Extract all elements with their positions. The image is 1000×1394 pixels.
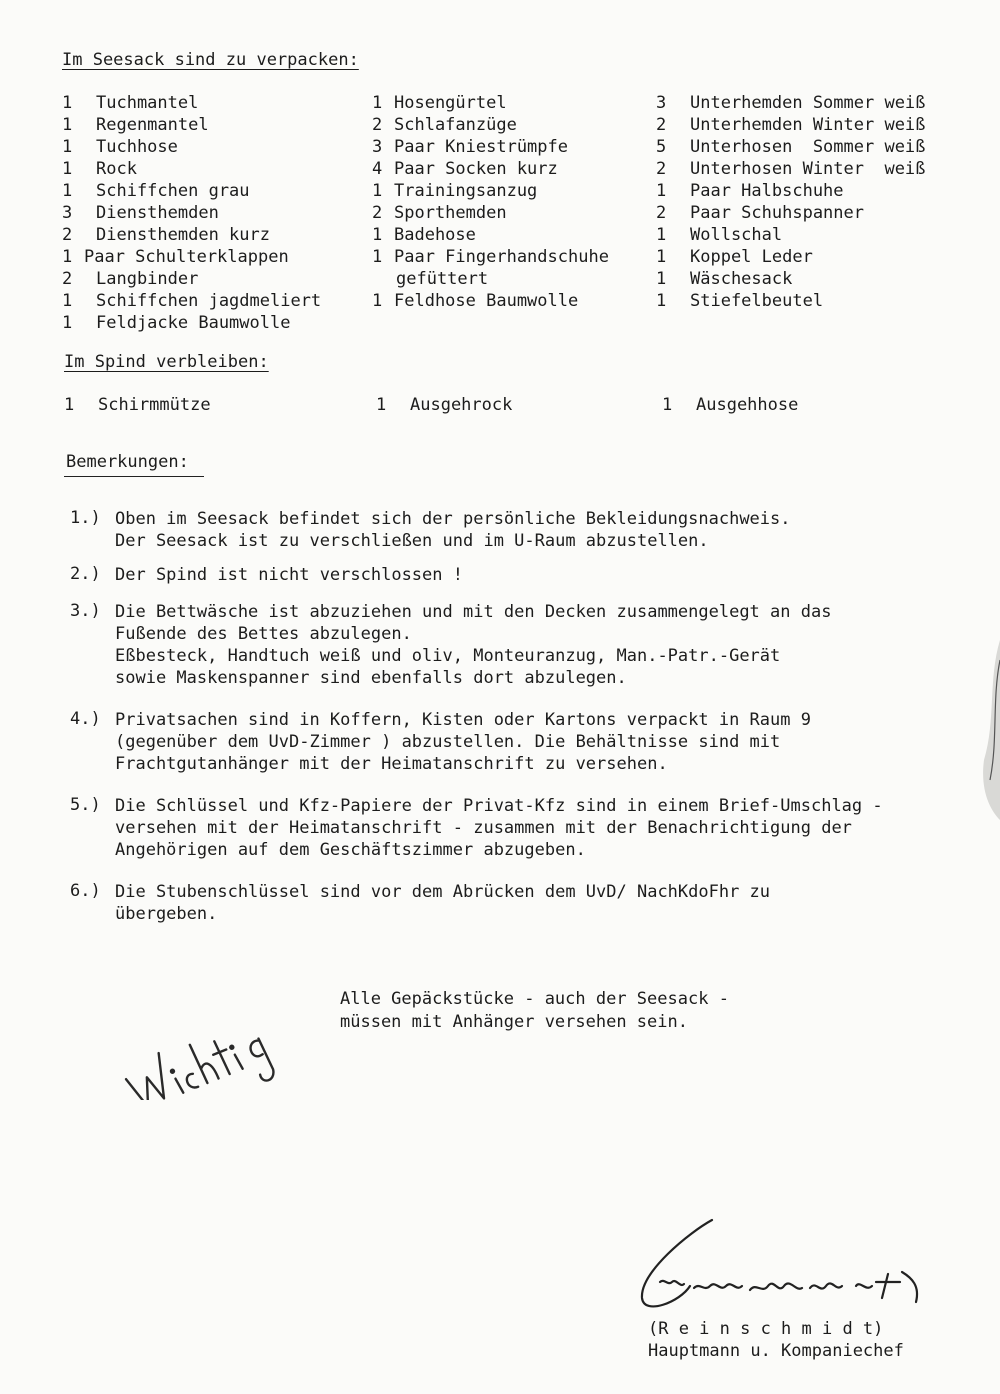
- list-item: 1 Feldjacke Baumwolle: [62, 313, 291, 333]
- list-item: 1 Badehose: [372, 225, 476, 245]
- list-item: 3 Unterhemden Sommer weiß: [656, 93, 926, 113]
- list-item: 2 Unterhemden Winter weiß: [656, 115, 926, 135]
- list-item: 5 Unterhosen Sommer weiß: [656, 137, 926, 157]
- remark-text: Die Schlüssel und Kfz-Papiere der Privat-Kfz sind in einem Brief-Umschlag - versehen mit der Heimatanschrift - zusammen mit der Benachrichtigung der Angehörigen auf dem Geschäftszimmer abzugeben.: [115, 796, 883, 860]
- remark-number: 3.): [70, 601, 101, 621]
- list-item: 1 Paar Halbschuhe: [656, 181, 844, 201]
- spind-item: 1 Schirmmütze: [64, 395, 211, 415]
- list-item: 1 Paar Fingerhandschuhe: [372, 247, 609, 267]
- signatory-title: Hauptmann u. Kompaniechef: [648, 1341, 904, 1361]
- scan-edge-shadow: [960, 640, 1000, 820]
- signature-block: [648, 1318, 904, 1362]
- spind-item: 1 Ausgehrock: [376, 395, 513, 415]
- handwritten-note-wichtig: [108, 1000, 278, 1100]
- list-item: 1 Schiffchen grau: [62, 181, 250, 201]
- signature-image: [620, 1212, 930, 1322]
- list-item: 3 Paar Kniestrümpfe: [372, 137, 568, 157]
- remarks-heading-underline: [64, 476, 204, 477]
- remark-text: Die Bettwäsche ist abzuziehen und mit den Decken zusammengelegt an das Fußende des Bettes abzulegen. Eßbesteck, Handtuch weiß und oliv, Monteuranzug, Man.-Patr.-Gerät sowie Maskenspanner sind ebenfalls dort abzulegen.: [115, 602, 832, 688]
- list-item: 2 Paar Schuhspanner: [656, 203, 864, 223]
- list-item: 2 Sporthemden: [372, 203, 507, 223]
- list-item: 2 Schlafanzüge: [372, 115, 517, 135]
- remark-text: Die Stubenschlüssel sind vor dem Abrücken dem UvD/ NachKdoFhr zu übergeben.: [115, 882, 771, 924]
- spind-heading: Im Spind verbleiben:: [64, 352, 269, 372]
- list-item: 2 Unterhosen Winter weiß: [656, 159, 926, 179]
- closing-note: Alle Gepäckstücke - auch der Seesack - müssen mit Anhänger versehen sein.: [340, 989, 729, 1032]
- list-item: 2 Langbinder: [62, 269, 199, 289]
- list-item: 3 Diensthemden: [62, 203, 219, 223]
- list-item: 1 Regenmantel: [62, 115, 209, 135]
- list-item: 1 Stiefelbeutel: [656, 291, 824, 311]
- list-item: 1 Rock: [62, 159, 137, 179]
- list-item: 4 Paar Socken kurz: [372, 159, 558, 179]
- list-item: 1 Wollschal: [656, 225, 783, 245]
- remark-text: Oben im Seesack befindet sich der persönliche Bekleidungsnachweis. Der Seesack ist zu verschließen und im U-Raum abzustellen.: [115, 509, 791, 551]
- list-item: 1 Tuchmantel: [62, 93, 199, 113]
- remarks-heading: Bemerkungen:: [66, 452, 189, 472]
- list-item: 1 Tuchhose: [62, 137, 178, 157]
- list-item: 1 Hosengürtel: [372, 93, 507, 113]
- signatory-name: (R e i n s c h m i d t): [648, 1319, 884, 1339]
- list-item: gefüttert: [396, 269, 489, 289]
- remark-text: Privatsachen sind in Koffern, Kisten oder Kartons verpackt in Raum 9 (gegenüber dem UvD-Zimmer ) abzustellen. Die Behältnisse sind mit Frachtgutanhänger mit der Heimatanschrift zu versehen.: [115, 710, 811, 774]
- remark-text: Der Spind ist nicht verschlossen !: [115, 565, 463, 585]
- remark-number: 4.): [70, 709, 101, 729]
- spind-item: 1 Ausgehhose: [662, 395, 799, 415]
- remark-number: 6.): [70, 881, 101, 901]
- remark-number: 1.): [70, 508, 101, 528]
- remark-number: 5.): [70, 795, 101, 815]
- list-item: 1 Wäschesack: [656, 269, 793, 289]
- list-item: 1 Paar Schulterklappen: [62, 247, 289, 267]
- seesack-heading: Im Seesack sind zu verpacken:: [62, 50, 359, 70]
- list-item: 1 Koppel Leder: [656, 247, 813, 267]
- list-item: 1 Schiffchen jagdmeliert: [62, 291, 322, 311]
- remark-number: 2.): [70, 564, 101, 584]
- list-item: 1 Feldhose Baumwolle: [372, 291, 579, 311]
- list-item: 1 Trainingsanzug: [372, 181, 538, 201]
- list-item: 2 Diensthemden kurz: [62, 225, 270, 245]
